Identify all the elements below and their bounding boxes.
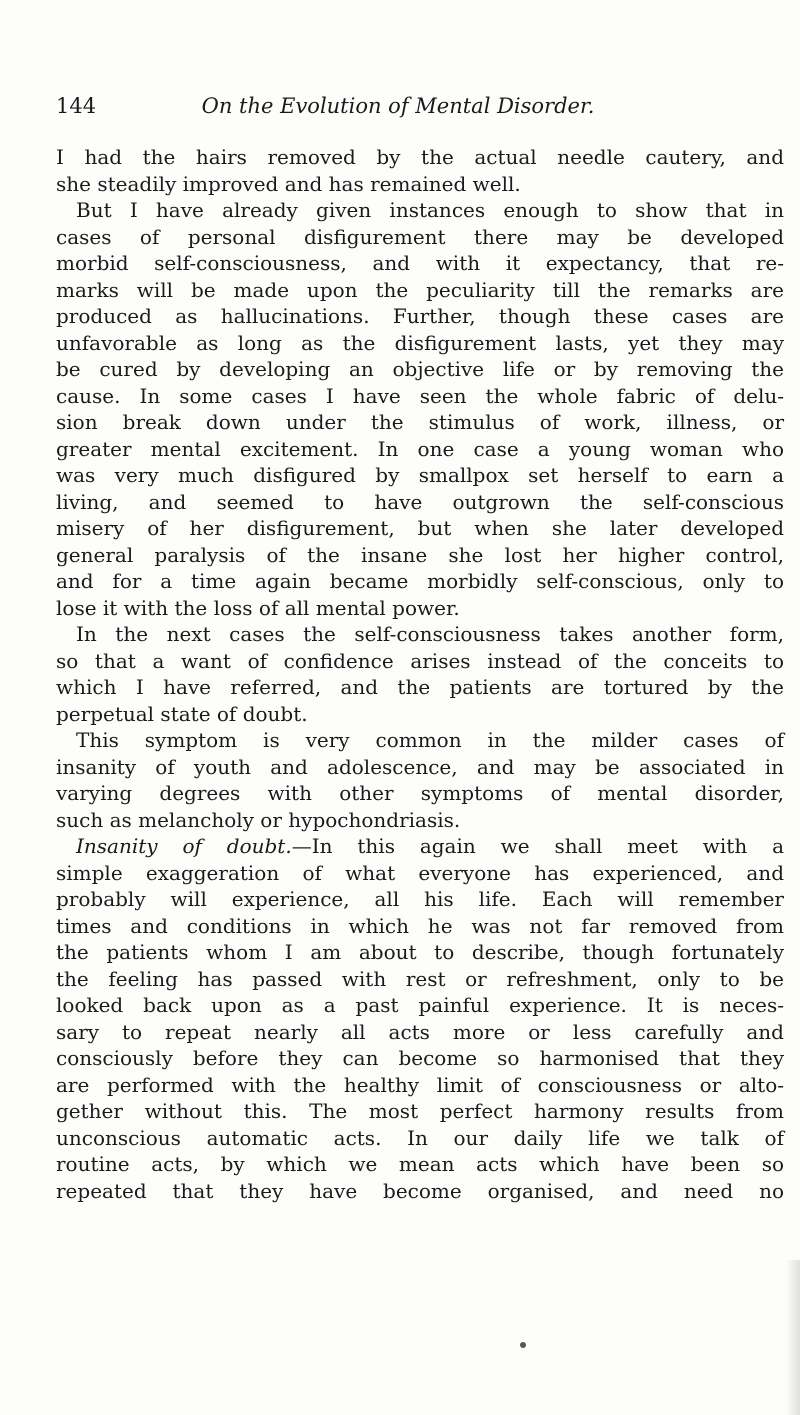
line-text: varying degrees with other symptoms of mental disorder, <box>56 781 784 805</box>
line-text: be cured by developing an objective life or by removing the <box>56 357 784 381</box>
line-text: simple exaggeration of what everyone has experienced, and <box>56 860 784 885</box>
text-line <box>56 1151 784 1178</box>
text-line <box>56 568 784 595</box>
text-line <box>56 356 784 383</box>
line-text: sion break down under the stimulus of work, illness, or <box>56 410 784 434</box>
line-text: routine acts, by which we mean acts which have been so <box>56 1152 784 1176</box>
line-text: marks will be made upon the peculiarity till the remarks are <box>56 277 784 302</box>
text-line <box>56 250 784 277</box>
text-line <box>56 1019 784 1046</box>
line-text: unconscious automatic acts. In our daily life we talk of <box>56 1125 784 1150</box>
text-line <box>56 515 784 542</box>
text-line <box>56 939 784 966</box>
text-line <box>56 833 784 860</box>
text-line <box>56 330 784 357</box>
text-line <box>56 1125 784 1152</box>
text-line <box>56 860 784 887</box>
line-text: are performed with the healthy limit of consciousness or alto- <box>56 1072 784 1097</box>
text-line <box>56 913 784 940</box>
line-text: she steadily improved and has remained well. <box>56 171 521 196</box>
line-text: This symptom is very common in the milder cases of <box>76 728 784 752</box>
line-text: looked back upon as a past painful experience. It is neces- <box>56 993 784 1017</box>
line-text: living, and seemed to have outgrown the self-conscious <box>56 489 784 514</box>
line-text: In the next cases the self-consciousness takes another form, <box>76 622 784 646</box>
line-text: consciously before they can become so harmonised that they <box>56 1046 784 1070</box>
line-text: morbid self-consciousness, and with it expectancy, that re- <box>56 251 784 275</box>
text-line <box>56 171 784 198</box>
body-text <box>56 144 784 1204</box>
text-line <box>56 1098 784 1125</box>
line-text: so that a want of confidence arises instead of the conceits to <box>56 648 784 673</box>
line-text: and for a time again became morbidly self-conscious, only to <box>56 569 784 593</box>
text-line <box>56 436 784 463</box>
line-text: produced as hallucinations. Further, though these cases are <box>56 304 784 328</box>
text-line <box>56 197 784 224</box>
page-number: 144 <box>56 94 97 118</box>
text-line <box>56 886 784 913</box>
line-text: I had the hairs removed by the actual needle cautery, and <box>56 145 784 169</box>
text-line <box>56 1045 784 1072</box>
text-line <box>56 621 784 648</box>
text-line <box>56 542 784 569</box>
line-text: —In this again we shall meet with a <box>291 834 785 858</box>
text-line <box>56 780 784 807</box>
text-line <box>56 1178 784 1205</box>
page-edge-shadow <box>786 1260 800 1415</box>
text-line <box>56 383 784 410</box>
text-line <box>56 807 784 834</box>
running-head <box>56 94 770 124</box>
line-text: was very much disfigured by smallpox set herself to earn a <box>56 463 784 487</box>
text-line <box>56 648 784 675</box>
text-line <box>56 727 784 754</box>
line-text: times and conditions in which he was not far removed from <box>56 913 784 938</box>
line-text: unfavorable as long as the disfigurement lasts, yet they may <box>56 330 784 355</box>
ink-speck <box>520 1342 526 1348</box>
text-line <box>56 489 784 516</box>
line-text: such as melancholy or hypochondriasis. <box>56 807 461 832</box>
text-line <box>56 595 784 622</box>
line-text: gether without this. The most perfect harmony results from <box>56 1099 784 1123</box>
text-line <box>56 754 784 781</box>
line-text: probably will experience, all his life. Each will remember <box>56 887 784 911</box>
text-line <box>56 1072 784 1099</box>
line-text: greater mental excitement. In one case a young woman who <box>56 436 784 461</box>
line-text: which I have referred, and the patients are tortured by the <box>56 675 784 699</box>
line-text: the patients whom I am about to describe, though fortunately <box>56 940 784 964</box>
line-text: sary to repeat nearly all acts more or less carefully and <box>56 1019 784 1044</box>
text-line <box>56 303 784 330</box>
line-text: repeated that they have become organised, and need no <box>56 1178 784 1203</box>
text-line <box>56 966 784 993</box>
line-text: the feeling has passed with rest or refreshment, only to be <box>56 966 784 991</box>
text-line <box>56 277 784 304</box>
text-line <box>56 701 784 728</box>
section-heading-italic: Insanity of doubt. <box>76 834 292 858</box>
line-text: misery of her disfigurement, but when she later developed <box>56 516 784 540</box>
running-title: On the Evolution of Mental Disorder. <box>201 94 595 118</box>
line-text: lose it with the loss of all mental power. <box>56 595 460 620</box>
line-text: insanity of youth and adolescence, and may be associated in <box>56 754 784 779</box>
line-text: general paralysis of the insane she lost her higher control, <box>56 542 784 567</box>
line-text: But I have already given instances enough to show that in <box>76 198 784 222</box>
text-line <box>56 992 784 1019</box>
text-line <box>56 224 784 251</box>
line-text: cause. In some cases I have seen the whole fabric of delu- <box>56 383 784 408</box>
text-line <box>56 409 784 436</box>
text-line <box>56 674 784 701</box>
text-line <box>56 144 784 171</box>
text-line <box>56 462 784 489</box>
line-text: cases of personal disfigurement there may be developed <box>56 224 784 249</box>
line-text: perpetual state of doubt. <box>56 701 308 726</box>
